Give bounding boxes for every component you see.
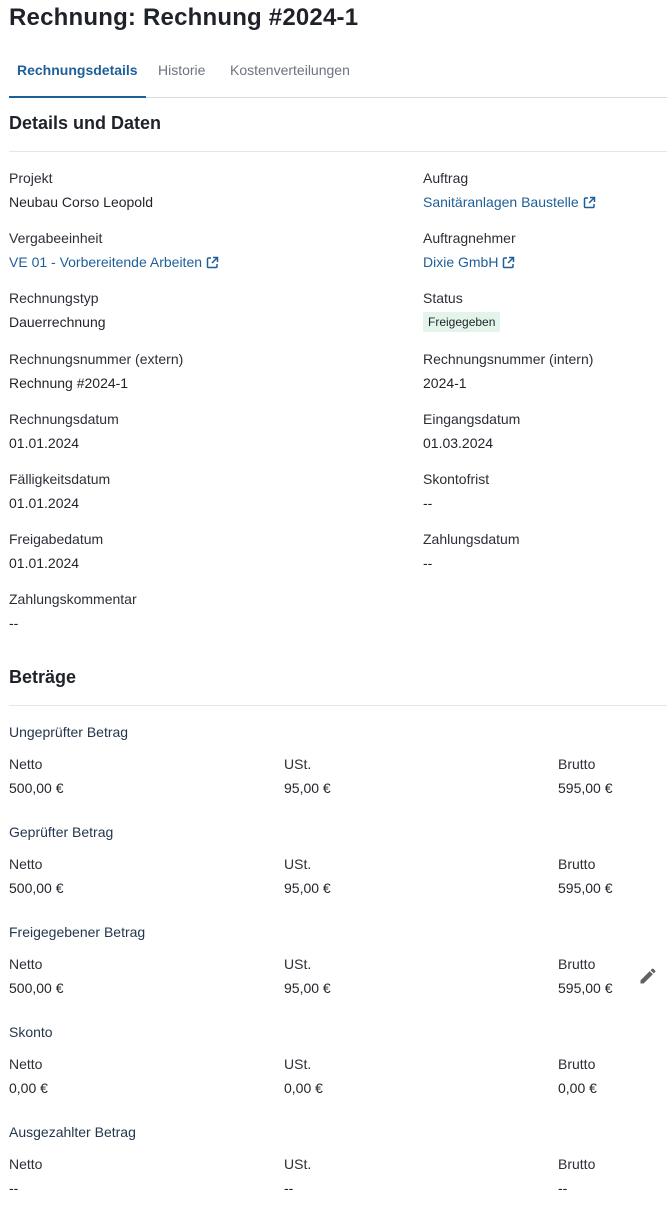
field-rechnungsnummer-extern [9,351,183,391]
page-title: Rechnung: Rechnung #2024-1 [9,4,359,31]
auftragnehmer-link[interactable] [423,254,516,270]
link-text: VE 01 - Vorbereitende Arbeiten [9,254,203,270]
field-value: Dauerrechnung [9,314,106,330]
amount-brutto [558,1156,595,1196]
field-label: Zahlungsdatum [423,531,520,547]
external-link-icon [206,256,219,269]
section-title-details: Details und Daten [9,113,162,133]
field-label: Status [423,290,463,306]
amount-ust [284,956,331,996]
amount-value: 595,00 € [558,980,613,996]
amount-value: 500,00 € [9,780,64,796]
amount-label: USt. [284,856,312,872]
amount-value: 95,00 € [284,980,331,996]
amount-value: -- [284,1180,294,1196]
field-value: 2024-1 [423,375,467,391]
amount-ust [284,1056,323,1096]
amount-value: -- [9,1180,19,1196]
vergabeeinheit-link[interactable] [9,254,219,270]
field-rechnungstyp [9,290,106,330]
active-tab-indicator [9,96,146,98]
amount-value: -- [558,1180,568,1196]
field-value: -- [423,495,433,511]
section-title-betraege: Beträge [9,667,77,687]
field-rechnungsnummer-intern [423,351,593,391]
field-freigabedatum [9,531,103,571]
field-value: Neubau Corso Leopold [9,194,153,210]
amount-label: Netto [9,956,43,972]
amount-value: 0,00 € [9,1080,48,1096]
field-label: Freigabedatum [9,531,104,547]
field-label: Fälligkeitsdatum [9,471,111,487]
amount-value: 595,00 € [558,780,613,796]
tab-historie[interactable]: Historie [158,62,206,78]
amount-value: 0,00 € [284,1080,323,1096]
field-label: Rechnungsdatum [9,411,119,427]
amount-group-title: Ungeprüfter Betrag [9,724,129,740]
field-label: Eingangsdatum [423,411,521,427]
field-rechnungsdatum [9,411,119,451]
amount-ust [284,856,331,896]
field-label: Zahlungskommentar [9,591,137,607]
link-text: Dixie GmbH [423,254,499,270]
field-eingangsdatum [423,411,520,451]
field-label: Auftrag [423,170,469,186]
amount-value: 95,00 € [284,780,331,796]
amount-value: 595,00 € [558,880,613,896]
amount-label: USt. [284,1156,312,1172]
field-zahlungsdatum [423,531,520,571]
field-label: Rechnungsnummer (intern) [423,351,594,367]
amount-netto [9,856,64,896]
field-value: Rechnung #2024-1 [9,375,129,391]
amount-group-title: Skonto [9,1024,53,1040]
field-label: Rechnungstyp [9,290,99,306]
external-link-icon [583,196,596,209]
amount-value: 500,00 € [9,980,64,996]
field-value: -- [423,555,433,571]
amount-label: USt. [284,956,312,972]
field-value: -- [9,615,19,631]
field-skontofrist [423,471,489,511]
tab-rechnungsdetails[interactable]: Rechnungsdetails [17,62,138,78]
field-label: Skontofrist [423,471,490,487]
amount-label: Netto [9,1056,43,1072]
amount-ust [284,756,331,796]
amount-brutto [558,756,613,796]
amount-netto [9,1056,48,1096]
field-zahlungskommentar [9,591,137,631]
section-divider [9,705,667,706]
amount-ust [284,1156,311,1196]
amount-group-title: Ausgezahlter Betrag [9,1124,136,1140]
amount-label: Brutto [558,1156,596,1172]
field-vergabeeinheit [9,230,219,270]
field-faelligkeitsdatum [9,471,110,511]
amount-brutto [558,956,613,996]
link-text: Sanitäranlagen Baustelle [423,194,579,210]
field-auftrag [423,170,596,210]
field-projekt [9,170,153,210]
field-value: 01.01.2024 [9,435,80,451]
amount-label: Brutto [558,856,596,872]
amount-label: Netto [9,756,43,772]
amount-label: Brutto [558,956,596,972]
field-auftragnehmer [423,230,516,270]
amount-label: Netto [9,1156,43,1172]
amount-group-title: Freigegebener Betrag [9,924,146,940]
pencil-icon[interactable] [638,966,658,986]
amount-group-title: Geprüfter Betrag [9,824,114,840]
auftrag-link[interactable] [423,194,596,210]
amount-brutto [558,856,613,896]
amount-value: 500,00 € [9,880,64,896]
field-label: Rechnungsnummer (extern) [9,351,184,367]
amount-label: Brutto [558,1056,596,1072]
field-status [423,290,500,332]
field-label: Projekt [9,170,53,186]
field-value: 01.01.2024 [9,495,80,511]
amount-label: USt. [284,1056,312,1072]
field-label: Vergabeeinheit [9,230,103,246]
field-value: 01.01.2024 [9,555,80,571]
field-label: Auftragnehmer [423,230,516,246]
section-divider [9,151,667,152]
amount-label: Brutto [558,756,596,772]
amount-netto [9,756,64,796]
tab-bar [9,52,667,98]
amount-label: USt. [284,756,312,772]
amount-label: Netto [9,856,43,872]
amount-value: 95,00 € [284,880,331,896]
field-value: 01.03.2024 [423,435,494,451]
amount-value: 0,00 € [558,1080,597,1096]
status-badge: Freigegeben [423,312,500,332]
amount-netto [9,956,64,996]
tab-kostenverteilungen[interactable]: Kostenverteilungen [230,62,350,78]
amount-netto [9,1156,42,1196]
amount-brutto [558,1056,597,1096]
external-link-icon [502,256,515,269]
